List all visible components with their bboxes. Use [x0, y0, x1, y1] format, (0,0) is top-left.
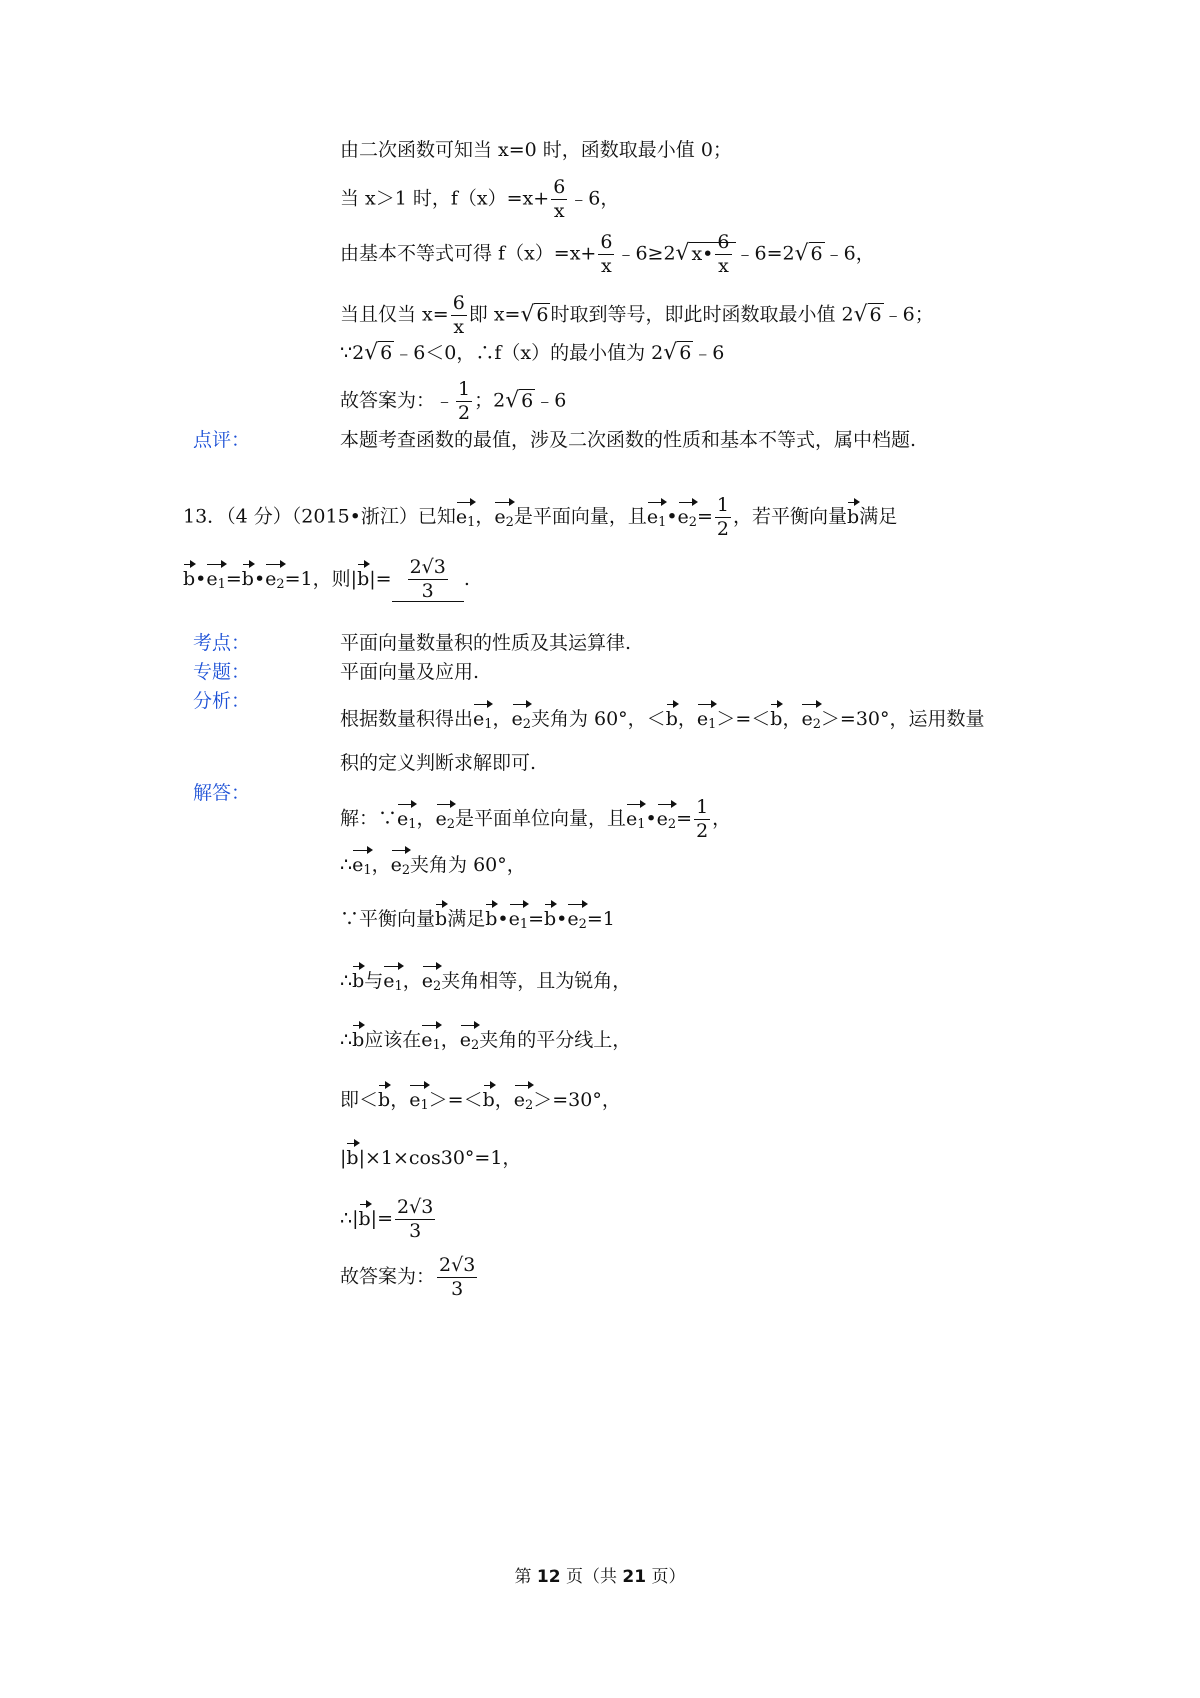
jieda-step-8: ∴|b|= $\frac{2√3}{3}$: [340, 1196, 434, 1242]
sqrt-6: √ 6: [505, 387, 534, 413]
vector-e1: $e_1$: [352, 852, 371, 884]
vector-b: b: [358, 1207, 371, 1230]
vector-b: b: [665, 708, 678, 730]
vector-b: b: [352, 970, 365, 992]
vector-e2: $e_2$: [678, 504, 697, 536]
vector-e2: $e_2$: [422, 968, 441, 1000]
zhuanti-text: 平面向量及应用.: [340, 661, 480, 683]
vector-e1: $e_1$: [626, 806, 645, 838]
jieda-label: 解答：: [193, 782, 251, 804]
vector-e1: $e_1$: [509, 906, 528, 938]
fenxi-line-2: 积的定义判断求解即可.: [340, 752, 537, 774]
jieda-step-7: |b|×1×cos30°=1，: [340, 1147, 522, 1169]
solution-line-4: 当且仅当 x= $\frac{6}{x}$ 即 x=√ 6 时取到等号，即此时函数取最小值 2√ 6 ﹣6；: [340, 292, 934, 338]
sqrt-6: √ 6: [853, 301, 882, 327]
vector-b: b: [357, 568, 370, 590]
vector-b: b: [543, 908, 557, 930]
kaodian-text: 平面向量数量积的性质及其运算律.: [340, 632, 632, 654]
solution-line-3: 由基本不等式可得 f（x）=x+ $\frac{6}{x}$ ﹣6≥2√ x• $\frac{6}{x}$ ﹣6=2√ 6 ﹣6，: [340, 231, 875, 277]
fraction-2sqrt3-over-3: $\frac{2√3}{3}$: [439, 1254, 476, 1300]
vector-e1: $e_1$: [383, 968, 402, 1000]
fraction-2sqrt3-over-3: $\frac{2√3}{3}$: [397, 1196, 434, 1242]
review-label: 点评：: [193, 429, 251, 451]
jieda-step-4: ∴b与$e_1$，$e_2$夹角相等，且为锐角，: [340, 968, 631, 1000]
jieda-step-5: ∴b应该在$e_1$，$e_2$夹角的平分线上，: [340, 1027, 631, 1059]
fenxi-label: 分析：: [193, 690, 251, 712]
fraction-1-over-2: $\frac{1}{2}$: [458, 378, 471, 424]
solution-line-2: 当 x＞1 时，f（x）=x+ $\frac{6}{x}$ ﹣6，: [340, 176, 620, 222]
sqrt-x-times-6-over-x: √ x• $\frac{6}{x}$: [676, 233, 736, 276]
vector-e2: $e_2$: [436, 806, 455, 838]
fraction-6-over-x: $\frac{6}{x}$: [553, 176, 566, 222]
vector-e2: $e_2$: [265, 566, 284, 598]
vector-e2: $e_2$: [460, 1027, 479, 1059]
jieda-step-6: 即＜b，$e_1>=<b$，$e_2>=30^\circ$，: [340, 1087, 621, 1119]
vector-e2: $e_2$: [494, 504, 513, 536]
vector-b: b: [485, 908, 498, 930]
vector-b: b: [183, 568, 196, 590]
vector-e2: $e_2$: [657, 806, 676, 838]
vector-b: b: [241, 568, 254, 590]
vector-e2: $e_2$: [567, 906, 586, 938]
vector-e1: $e_1$: [397, 806, 416, 838]
zhuanti-label: 专题：: [193, 661, 251, 683]
answer-blank: $\frac{2√3}{3}$: [392, 558, 464, 602]
vector-e1: $e_1$: [206, 566, 225, 598]
sqrt-6: √ 6: [663, 340, 692, 365]
vector-e1: $e_1$: [409, 1087, 428, 1119]
vector-e1: $e_1$: [697, 706, 716, 738]
fenxi-line-1: 根据数量积得出$e_1$，$e_2$夹角为 60°，＜b，$e_1>=<b$，$e_2>=30^\circ$，运用数量: [340, 706, 985, 738]
fraction-6-over-x: $\frac{6}{x}$: [600, 231, 613, 277]
jieda-step-2: $\therefore e_1$，$e_2$夹角为 60°，: [340, 852, 526, 884]
vector-b: b: [352, 1029, 365, 1051]
jieda-answer: 故答案为： $\frac{2√3}{3}$: [340, 1254, 476, 1300]
page-footer: 第 12 页（共 21 页）: [514, 1567, 686, 1587]
jieda-step-1: 解：$\because e_1$，$e_2$是平面单位向量，且$e_1•e_2=$ $\frac{1}{2}$ ，: [340, 796, 732, 842]
vector-b: b: [770, 708, 783, 730]
vector-e2: $e_2$: [514, 1087, 533, 1119]
vector-e1: $e_1$: [421, 1027, 440, 1059]
vector-b: b: [435, 908, 448, 930]
vector-e2: $e_2$: [391, 852, 410, 884]
page-total: 21: [622, 1567, 647, 1587]
review-text: 本题考查函数的最值，涉及二次函数的性质和基本不等式，属中档题.: [340, 429, 917, 451]
kaodian-label: 考点：: [193, 632, 251, 654]
fraction-6-over-x: $\frac{6}{x}$: [452, 292, 465, 338]
vector-b: b: [482, 1089, 495, 1111]
sqrt-6: √ 6: [520, 301, 549, 327]
jieda-step-3: ∵平衡向量b满足$b•e_1=b•e_2=1$: [340, 906, 615, 938]
question-13-line-1: 13．（4 分）（2015•浙江）已知$e_1$，$e_2$是平面向量，且$e_1•e_2=$ $\frac{1}{2}$ ，若平衡向量b满足: [183, 494, 898, 540]
vector-b: b: [378, 1089, 391, 1111]
vector-e2: $e_2$: [801, 706, 820, 738]
fraction-1-over-2: $\frac{1}{2}$: [716, 494, 730, 540]
vector-e2: $e_2$: [512, 706, 531, 738]
sqrt-6: √ 6: [364, 340, 393, 365]
page-number: 12: [536, 1567, 561, 1587]
solution-line-1: 由二次函数可知当 x=0 时，函数取最小值 0；: [340, 139, 732, 161]
vector-b: b: [346, 1147, 359, 1169]
vector-e1: $e_1$: [647, 504, 666, 536]
question-13-line-2: $b•e_1=b•e_2=1$，则|b|= $\frac{2√3}{3}$ .: [183, 556, 470, 602]
vector-b: b: [847, 505, 860, 528]
fraction-1-over-2: $\frac{1}{2}$: [696, 796, 709, 842]
vector-e1: $e_1$: [473, 706, 492, 738]
answer-line: 故答案为：﹣ $\frac{1}{2}$ ；2√ 6 ﹣6: [340, 378, 567, 424]
vector-e1: $e_1$: [456, 504, 475, 536]
sqrt-6: √ 6: [794, 240, 823, 266]
solution-line-5: ∵2√ 6 ﹣6＜0，∴f（x）的最小值为 2√ 6 ﹣6: [340, 340, 725, 365]
